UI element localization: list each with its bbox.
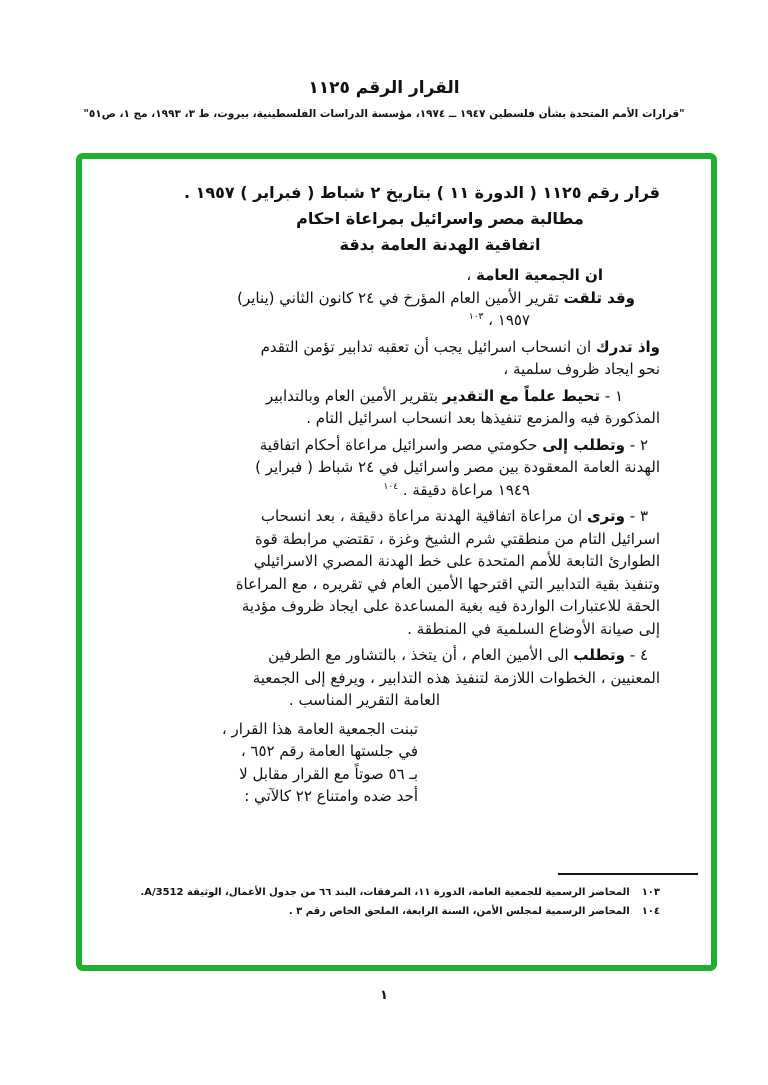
line-text: وتنفيذ بقية التدابير التي اقترحها الأمين العام في تقريره ، مع المراعاة — [235, 574, 660, 593]
line-text: الحقة للاعتبارات الواردة فيه بغية المساعدة على ايجاد ظروف مؤدية — [241, 597, 660, 615]
body-line — [220, 573, 660, 596]
line-text: ١٩٥٧ ، — [483, 311, 530, 329]
resolution-body — [220, 264, 660, 712]
line-text: الطوارئ التابعة للأمم المتحدة على خط الهدنة المصري الاسرائيلي — [253, 552, 660, 570]
footnote — [102, 883, 660, 902]
body-line — [220, 385, 623, 408]
emphasis-text: ان الجمعية العامة — [476, 266, 603, 284]
body-line — [220, 434, 648, 457]
footnote-separator — [558, 873, 698, 875]
highlight-box — [76, 153, 717, 971]
body-line — [220, 456, 660, 479]
body-line — [220, 287, 635, 310]
heading-line: قرار رقم ١١٢٥ ( الدورة ١١ ) بتاريخ ٢ شباط ( فبراير ) ١٩٥٧ . — [183, 183, 660, 202]
emphasis-text: وترى — [586, 507, 625, 525]
line-text: إلى صيانة الأوضاع السلمية في المنطقة . — [407, 619, 660, 638]
footnote-text: المحاضر الرسمية لمجلس الأمن، السنة الرابعة، الملحق الخاص رقم ٣ . — [288, 906, 630, 917]
heading-line: مطالبة مصر واسرائيل بمراعاة احكام — [296, 209, 584, 228]
adoption-line: في جلستها العامة رقم ٦٥٢ ، — [240, 742, 418, 760]
item-marker: ٣ - — [624, 507, 648, 525]
body-line — [220, 618, 660, 641]
document-column — [183, 180, 660, 808]
line-text: المذكورة فيه والمزمع تنفيذها بعد انسحاب اسرائيل التام . — [306, 409, 660, 427]
emphasis-text: تحيط علماً مع التقدير — [442, 386, 600, 405]
body-line — [220, 644, 648, 667]
emphasis-text: واذ تدرك — [595, 337, 660, 356]
page-number: ١ — [380, 988, 388, 1003]
source-citation: "قرارات الأمم المتحدة بشأن فلسطين ١٩٤٧ ــ ١٩٧٤، مؤسسة الدراسات الفلسطينية، بيروت، ط ٣، ١٩٩٣، مج ١، ص٥١" — [83, 108, 685, 120]
adoption-note — [220, 718, 660, 808]
line-text: بتقرير الأمين العام وبالتدابير — [266, 386, 443, 405]
footnotes-section — [82, 873, 711, 921]
line-text: تقرير الأمين العام المؤرخ في ٢٤ كانون الثاني (يناير) — [237, 288, 564, 307]
body-line — [220, 336, 660, 359]
line-text: الهدنة العامة المعقودة بين مصر واسرائيل في ٢٤ شباط ( فبراير ) — [255, 458, 660, 476]
body-line — [220, 479, 530, 502]
footnote-number: ١٠٤ — [641, 906, 660, 917]
item-marker: ٤ - — [624, 646, 648, 664]
footnote — [102, 902, 660, 921]
line-text: الى الأمين العام ، أن يتخذ ، بالتشاور مع الطرفين — [268, 646, 574, 664]
body-line — [220, 309, 530, 332]
body-line — [220, 264, 603, 287]
line-text: ١٩٤٩ مراعاة دقيقة . — [398, 480, 530, 499]
resolution-heading — [183, 180, 660, 258]
item-marker: ١ - — [599, 386, 623, 405]
footnote-number: ١٠٣ — [641, 887, 660, 898]
adoption-line: بـ ٥٦ صوتاً مع القرار مقابل لا — [239, 764, 418, 783]
body-line — [220, 595, 660, 618]
emphasis-text: وتطلب إلى — [542, 435, 625, 454]
line-text: نحو ايجاد ظروف سلمية ، — [503, 360, 660, 378]
line-text: العامة التقرير المناسب . — [288, 691, 440, 709]
adoption-line: تبنت الجمعية العامة هذا القرار ، — [221, 719, 418, 738]
footnote-ref: ١٠٤ — [383, 481, 399, 492]
body-line — [220, 550, 660, 573]
line-text: ، — [466, 266, 477, 284]
heading-line: اتفاقية الهدنة العامة بدقة — [339, 235, 541, 254]
emphasis-text: وتطلب — [573, 646, 625, 664]
line-text: المعنيين ، الخطوات اللازمة لتنفيذ هذه التدابير ، ويرفع إلى الجمعية — [252, 668, 660, 687]
adoption-line: أحد ضده وامتناع ٢٢ كالآتي : — [244, 787, 418, 805]
body-line — [220, 407, 660, 430]
body-line — [220, 358, 660, 381]
item-marker: ٢ - — [624, 435, 648, 454]
footnote-ref: ١٠٣ — [468, 312, 484, 322]
line-text: ان مراعاة اتفاقية الهدنة مراعاة دقيقة ، بعد انسحاب — [260, 507, 587, 525]
emphasis-text: وقد تلقت — [563, 288, 635, 307]
footnote-text: المحاضر الرسمية للجمعية العامة، الدورة ١١، المرفقات، البند ٦٦ من جدول الأعمال، الوثيقة A/3512. — [140, 887, 630, 898]
page-title: القرار الرقم ١١٢٥ — [308, 78, 460, 98]
body-line — [220, 689, 440, 712]
line-text: حكومتي مصر واسرائيل مراعاة أحكام اتفاقية — [259, 435, 543, 454]
body-line — [220, 528, 660, 551]
line-text: اسرائيل التام من منطقتي شرم الشيخ وغزة ، تقتضي مرابطة قوة — [254, 529, 660, 548]
line-text: ان انسحاب اسرائيل يجب أن تعقبه تدابير تؤمن التقدم — [260, 337, 596, 356]
body-line — [220, 505, 648, 528]
body-line — [220, 667, 660, 690]
